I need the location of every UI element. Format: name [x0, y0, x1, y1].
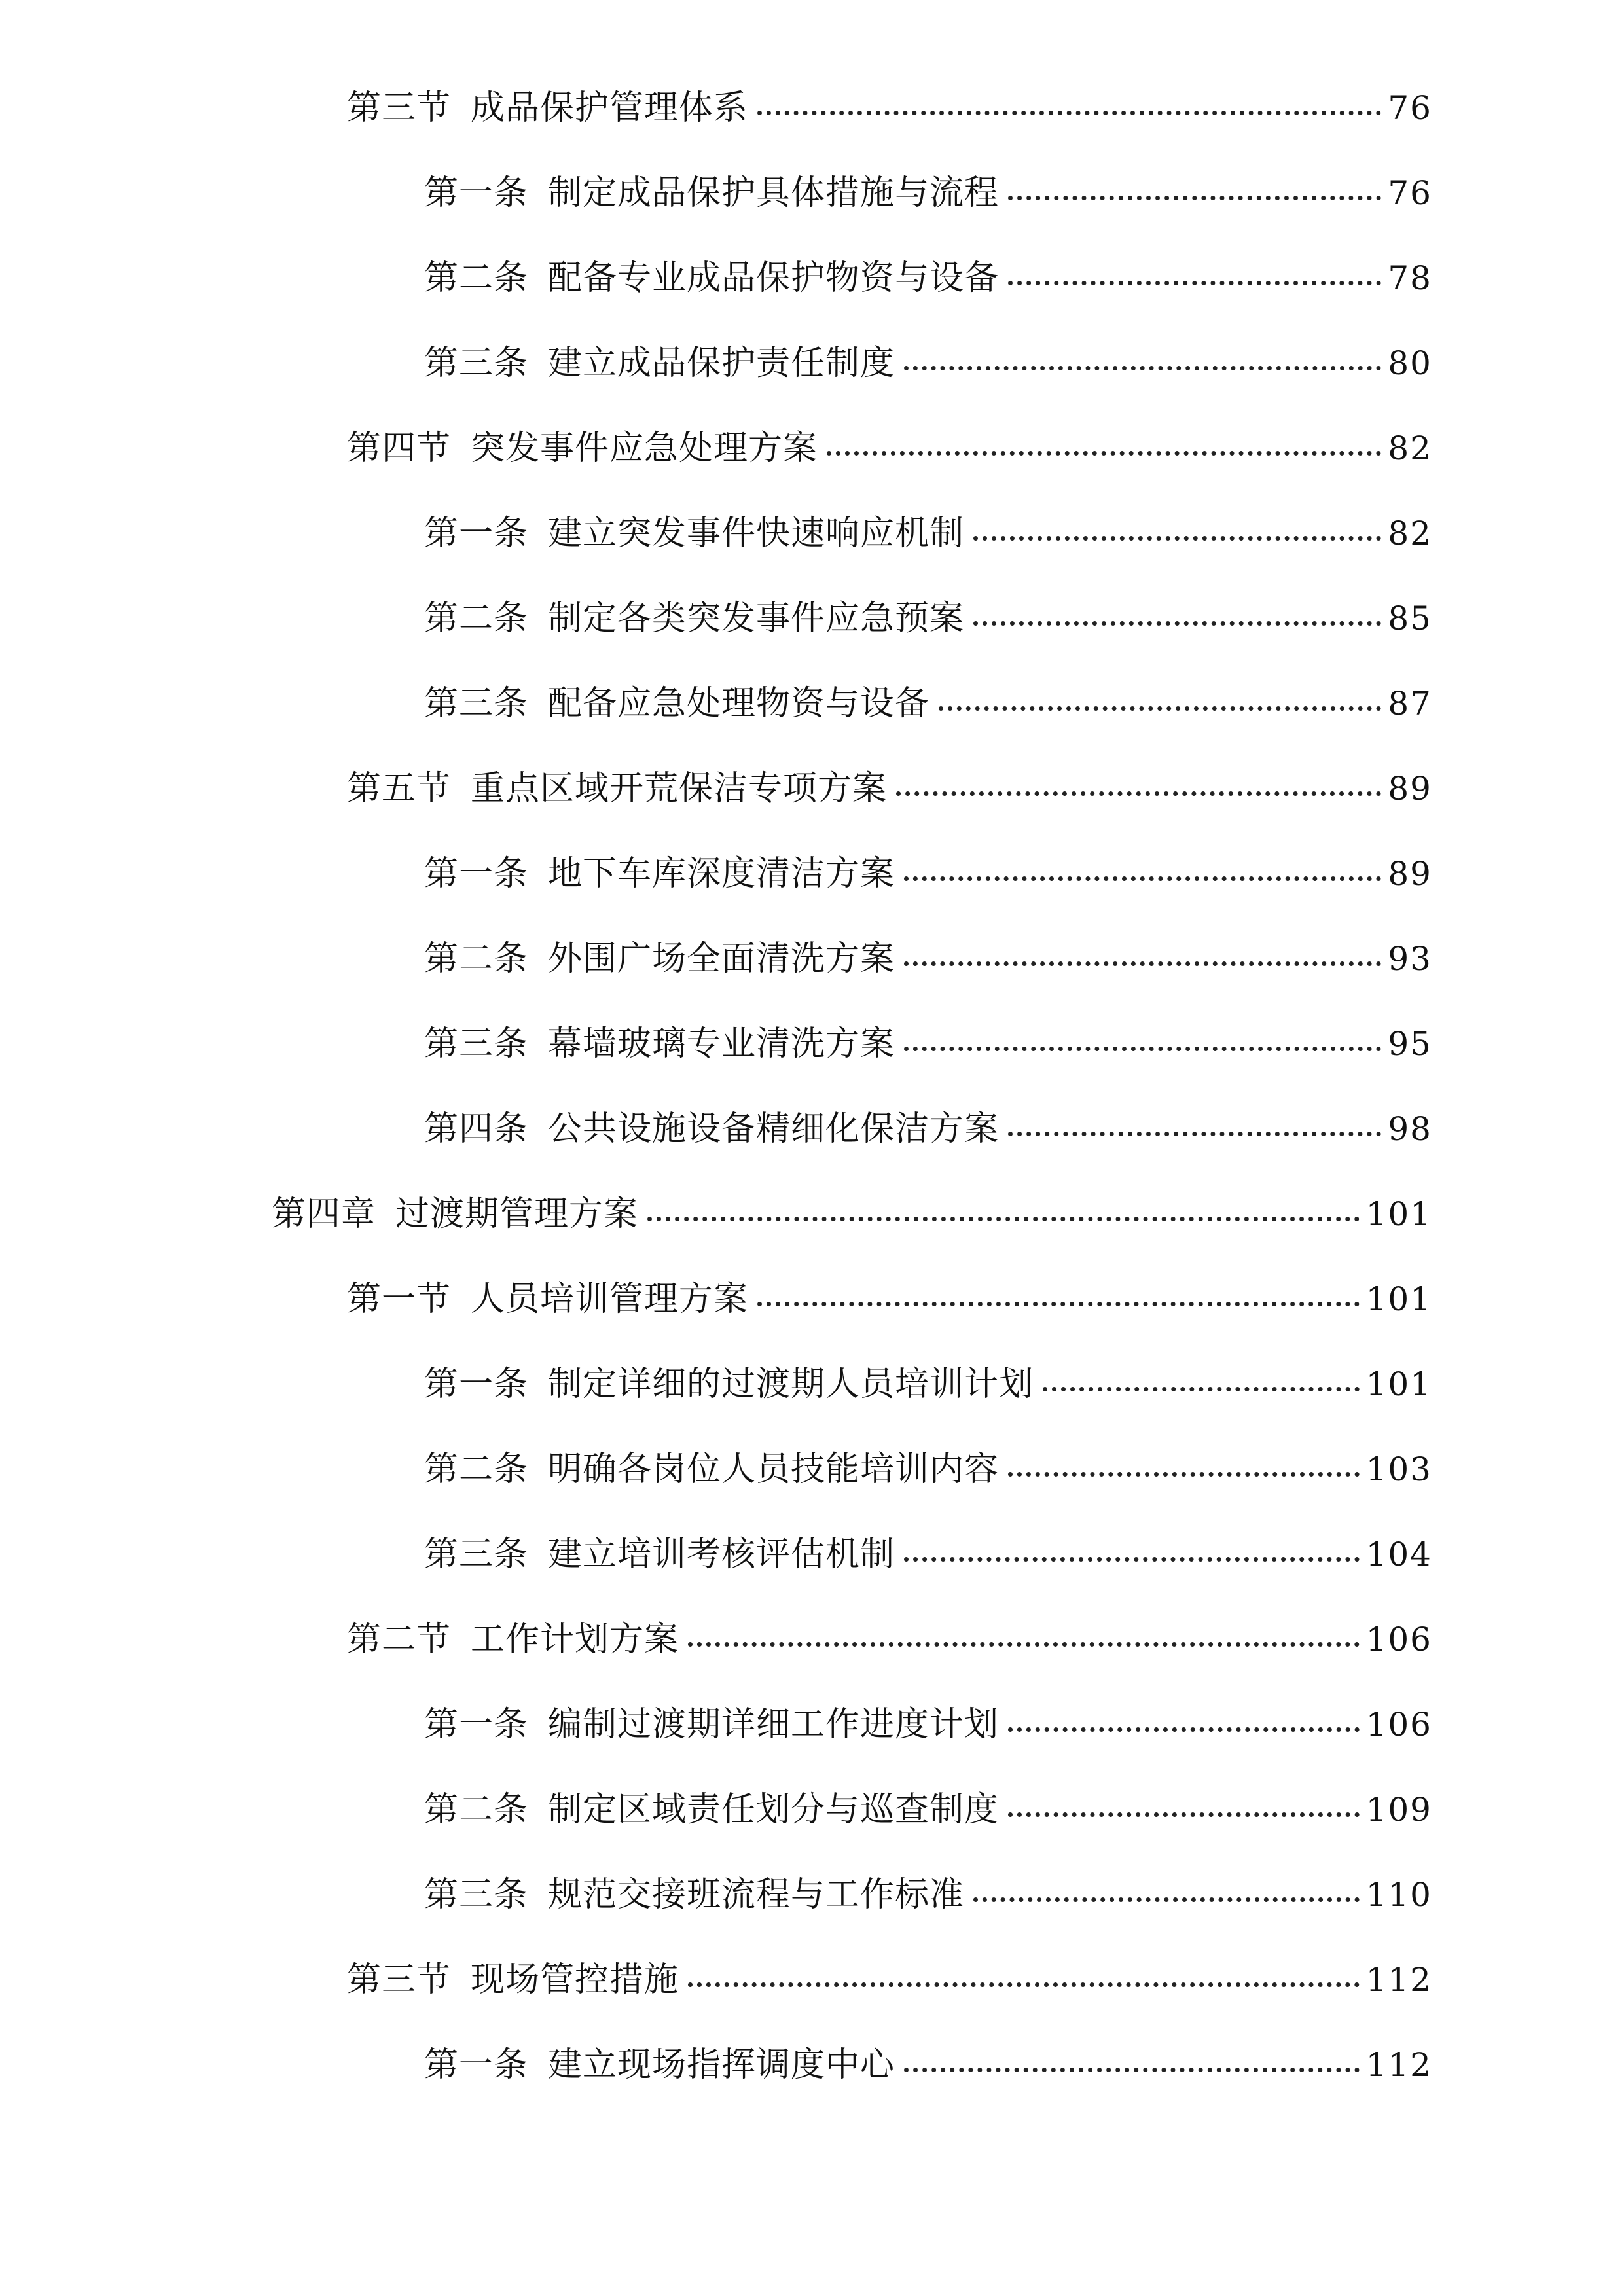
- entry-title: 幕墙玻璃专业清洗方案: [548, 1024, 895, 1064]
- dot-leader: [1043, 1387, 1360, 1391]
- entry-number: 第一条: [424, 2045, 529, 2085]
- toc-entry-article[interactable]: [424, 848, 1432, 900]
- entry-title: 制定详细的过渡期人员培训计划: [548, 1365, 1034, 1404]
- dot-leader: [1008, 1727, 1360, 1732]
- entry-page-number: 93: [1388, 940, 1432, 978]
- entry-number: 第一条: [424, 1705, 529, 1744]
- entry-number: 第三条: [424, 1024, 529, 1064]
- toc-entry-article[interactable]: [424, 1103, 1432, 1155]
- entry-title: 制定区域责任划分与巡查制度: [548, 1790, 1000, 1829]
- entry-title: 建立培训考核评估机制: [548, 1535, 895, 1574]
- toc-entry-article[interactable]: [424, 1443, 1432, 1496]
- entry-number: 第一节: [347, 1280, 452, 1319]
- toc-entry-article[interactable]: [424, 252, 1432, 304]
- entry-page-number: 101: [1365, 1195, 1432, 1233]
- dot-leader: [688, 1642, 1360, 1647]
- toc-entry-section[interactable]: [347, 762, 1432, 815]
- entry-page-number: 80: [1388, 344, 1432, 382]
- dot-leader: [827, 451, 1381, 456]
- entry-page-number: 95: [1388, 1025, 1432, 1063]
- dot-leader: [973, 621, 1381, 626]
- entry-number: 第二条: [424, 599, 529, 638]
- entry-page-number: 103: [1365, 1450, 1432, 1488]
- toc-entry-section[interactable]: [347, 422, 1432, 475]
- entry-number: 第五节: [347, 769, 452, 808]
- entry-title: 地下车库深度清洁方案: [548, 854, 895, 893]
- toc-entry-article[interactable]: [424, 677, 1432, 730]
- entry-page-number: 112: [1365, 1961, 1432, 1999]
- dot-leader: [904, 1557, 1360, 1562]
- entry-number: 第一条: [424, 514, 529, 553]
- entry-number: 第二条: [424, 1790, 529, 1829]
- entry-number: 第二条: [424, 939, 529, 978]
- dot-leader: [973, 536, 1381, 541]
- entry-title: 明确各岗位人员技能培训内容: [548, 1450, 1000, 1489]
- dot-leader: [973, 1897, 1360, 1902]
- entry-number: 第一条: [424, 173, 529, 213]
- entry-number: 第一条: [424, 1365, 529, 1404]
- dot-leader: [896, 791, 1381, 796]
- toc-entry-article[interactable]: [424, 507, 1432, 560]
- toc-entry-article[interactable]: [424, 337, 1432, 389]
- entry-number: 第二条: [424, 1450, 529, 1489]
- dot-leader: [904, 2068, 1360, 2072]
- entry-page-number: 101: [1365, 1365, 1432, 1403]
- entry-number: 第四节: [347, 429, 452, 468]
- entry-title: 成品保护管理体系: [471, 88, 749, 128]
- entry-number: 第三条: [424, 1535, 529, 1574]
- entry-page-number: 101: [1365, 1280, 1432, 1318]
- dot-leader: [647, 1217, 1360, 1221]
- entry-number: 第四条: [424, 1109, 529, 1149]
- dot-leader: [904, 1047, 1381, 1051]
- toc-entry-article[interactable]: [424, 1869, 1432, 1921]
- entry-number: 第一条: [424, 854, 529, 893]
- entry-number: 第三节: [347, 88, 452, 128]
- entry-page-number: 78: [1388, 259, 1432, 297]
- entry-title: 公共设施设备精细化保洁方案: [548, 1109, 1000, 1149]
- entry-page-number: 76: [1388, 174, 1432, 212]
- toc-entry-article[interactable]: [424, 167, 1432, 219]
- entry-number: 第三条: [424, 1875, 529, 1914]
- entry-page-number: 76: [1388, 89, 1432, 127]
- toc-entry-section[interactable]: [347, 82, 1432, 134]
- toc-entry-article[interactable]: [424, 1698, 1432, 1751]
- entry-number: 第三条: [424, 344, 529, 383]
- entry-page-number: 85: [1388, 600, 1432, 637]
- entry-title: 现场管控措施: [471, 1960, 679, 2000]
- entry-title: 突发事件应急处理方案: [471, 429, 818, 468]
- entry-page-number: 87: [1388, 685, 1432, 723]
- entry-page-number: 106: [1365, 1706, 1432, 1744]
- entry-page-number: 89: [1388, 855, 1432, 893]
- dot-leader: [757, 1302, 1360, 1306]
- toc-entry-article[interactable]: [424, 1528, 1432, 1581]
- dot-leader: [904, 366, 1381, 370]
- dot-leader: [1008, 1472, 1360, 1477]
- entry-title: 制定各类突发事件应急预案: [548, 599, 965, 638]
- dot-leader: [904, 961, 1381, 966]
- dot-leader: [688, 1982, 1360, 1987]
- toc-entry-article[interactable]: [424, 1784, 1432, 1836]
- entry-page-number: 106: [1365, 1621, 1432, 1659]
- toc-entry-section[interactable]: [347, 1613, 1432, 1666]
- dot-leader: [1008, 1812, 1360, 1817]
- entry-title: 规范交接班流程与工作标准: [548, 1875, 965, 1914]
- entry-number: 第四章: [272, 1194, 376, 1234]
- entry-page-number: 109: [1365, 1791, 1432, 1829]
- toc-entry-article[interactable]: [424, 933, 1432, 985]
- entry-title: 建立现场指挥调度中心: [548, 2045, 895, 2085]
- entry-title: 制定成品保护具体措施与流程: [548, 173, 1000, 213]
- dot-leader: [939, 706, 1381, 711]
- entry-title: 过渡期管理方案: [395, 1194, 639, 1234]
- entry-title: 建立突发事件快速响应机制: [548, 514, 965, 553]
- entry-page-number: 98: [1388, 1110, 1432, 1148]
- toc-entry-section[interactable]: [347, 1273, 1432, 1325]
- entry-page-number: 104: [1365, 1535, 1432, 1573]
- entry-title: 建立成品保护责任制度: [548, 344, 895, 383]
- dot-leader: [1008, 196, 1381, 200]
- entry-page-number: 82: [1388, 429, 1432, 467]
- entry-page-number: 82: [1388, 514, 1432, 552]
- toc-entry-article[interactable]: [424, 592, 1432, 645]
- toc-entry-chapter[interactable]: [272, 1188, 1432, 1240]
- toc-entry-article[interactable]: [424, 2039, 1432, 2091]
- dot-leader: [757, 111, 1381, 115]
- toc-entry-article[interactable]: [424, 1358, 1432, 1410]
- entry-title: 编制过渡期详细工作进度计划: [548, 1705, 1000, 1744]
- toc-entry-article[interactable]: [424, 1018, 1432, 1070]
- entry-title: 人员培训管理方案: [471, 1280, 749, 1319]
- entry-number: 第二条: [424, 259, 529, 298]
- entry-page-number: 89: [1388, 770, 1432, 808]
- entry-number: 第三条: [424, 684, 529, 723]
- entry-title: 工作计划方案: [471, 1620, 679, 1659]
- entry-title: 重点区域开荒保洁专项方案: [471, 769, 888, 808]
- dot-leader: [904, 876, 1381, 881]
- entry-number: 第三节: [347, 1960, 452, 2000]
- entry-title: 配备专业成品保护物资与设备: [548, 259, 1000, 298]
- entry-page-number: 112: [1365, 2046, 1432, 2084]
- toc-entry-section[interactable]: [347, 1954, 1432, 2006]
- entry-page-number: 110: [1365, 1876, 1432, 1914]
- entry-number: 第二节: [347, 1620, 452, 1659]
- entry-title: 外围广场全面清洗方案: [548, 939, 895, 978]
- dot-leader: [1008, 281, 1381, 285]
- entry-title: 配备应急处理物资与设备: [548, 684, 930, 723]
- dot-leader: [1008, 1132, 1381, 1136]
